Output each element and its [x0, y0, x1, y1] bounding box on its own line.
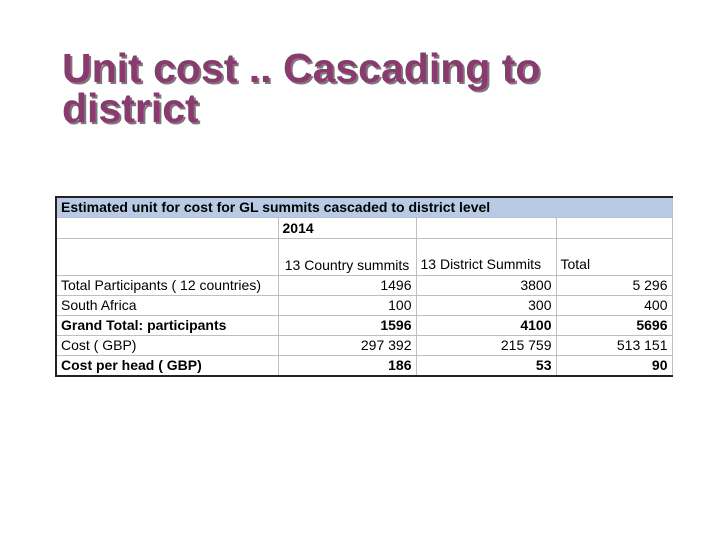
table-row [56, 296, 672, 316]
row-label: Cost per head ( GBP) [56, 356, 278, 377]
cell-total: 90 [556, 356, 672, 377]
cell-total: 5696 [556, 316, 672, 336]
table-title: Estimated unit for cost for GL summits cascaded to district level [56, 197, 672, 218]
cell-district-summits: 300 [416, 296, 556, 316]
cell-country-summits: 1596 [278, 316, 416, 336]
row-label: Cost ( GBP) [56, 336, 278, 356]
cell-total: 513 151 [556, 336, 672, 356]
cell-total: 5 296 [556, 276, 672, 296]
slide-title: Unit cost .. Cascading to district [62, 45, 541, 131]
row-label: Total Participants ( 12 countries) [56, 276, 278, 296]
column-header-row [56, 239, 672, 276]
empty-cell [56, 218, 278, 239]
cell-district-summits: 4100 [416, 316, 556, 336]
row-label: South Africa [56, 296, 278, 316]
empty-cell [56, 239, 278, 276]
cell-district-summits: 53 [416, 356, 556, 377]
cell-district-summits: 3800 [416, 276, 556, 296]
row-label: Grand Total: participants [56, 316, 278, 336]
year-label: 2014 [278, 218, 416, 239]
cell-district-summits: 215 759 [416, 336, 556, 356]
table-row [56, 356, 672, 377]
year-row [56, 218, 672, 239]
cell-country-summits: 186 [278, 356, 416, 377]
cell-country-summits: 1496 [278, 276, 416, 296]
table-row [56, 276, 672, 296]
cell-total: 400 [556, 296, 672, 316]
cell-country-summits: 297 392 [278, 336, 416, 356]
column-header-district-summits: 13 District Summits [416, 239, 556, 276]
empty-cell [556, 218, 672, 239]
cell-country-summits: 100 [278, 296, 416, 316]
table-row [56, 316, 672, 336]
empty-cell [416, 218, 556, 239]
column-header-country-summits: 13 Country summits [278, 239, 416, 276]
column-header-total: Total [556, 239, 672, 276]
table-title-row [56, 197, 672, 218]
table-row [56, 336, 672, 356]
unit-cost-table [55, 196, 673, 377]
